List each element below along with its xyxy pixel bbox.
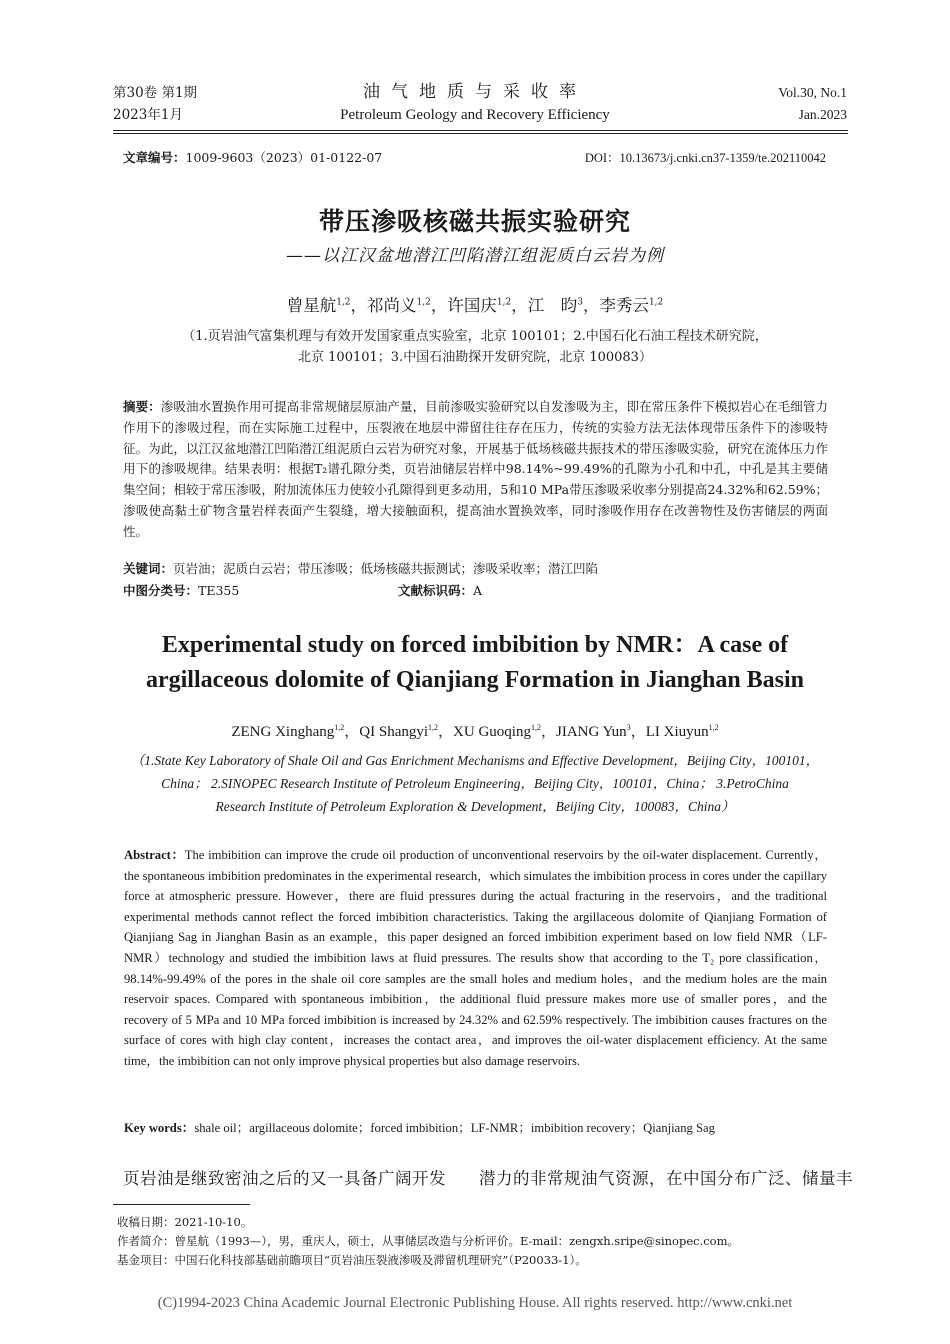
date-label-en: Jan.2023 <box>798 107 847 122</box>
title-cn: 带压渗吸核磁共振实验研究 <box>318 207 631 236</box>
affiliations-en <box>0 749 950 818</box>
author-en: ZENG Xinghang$^{1,2}$， <box>231 723 360 740</box>
author-cn: 祁尚义$^{1,2}$， <box>367 296 448 315</box>
article-number <box>123 148 382 166</box>
keywords-cn-label: 关键词： <box>123 561 174 576</box>
body-text-right: 潜力的非常规油气资源，在中国分布广泛、储量丰 <box>479 1169 853 1188</box>
title-en <box>0 628 950 698</box>
classification-value: TE355 <box>198 583 240 598</box>
affiliation-en-line: （1.State Key Laboratory of Shale Oil and Gas Enrichment Mechanisms and Effective Development，Beijing City，100101， <box>130 753 820 768</box>
copyright-notice: (C)1994-2023 China Academic Journal Electronic Publishing House. All rights reserved. http://www.cnki.net <box>157 1295 793 1311</box>
article-number-label: 文章编号： <box>123 150 186 165</box>
abstract-cn <box>123 397 828 543</box>
author-en: XU Guoqing$^{1,2}$， <box>453 723 556 740</box>
author-en: JIANG Yun$^3$， <box>555 723 646 740</box>
document-code-label: 文献标识码： <box>398 583 474 598</box>
affiliation-line: 北京 100101；3.中国石油勘探开发研究院，北京 100083） <box>298 350 652 365</box>
title-en-line: argillaceous dolomite of Qianjiang Formation in Jianghan Basin <box>145 667 805 693</box>
doi[interactable]: DOI：10.13673/j.cnki.cn37-1359/te.202110042 <box>584 151 826 165</box>
article-number-value: 1009-9603（2023）01-0122-07 <box>185 150 383 165</box>
abstract-en <box>124 845 827 1072</box>
document-code-value: A <box>473 583 483 598</box>
authors-cn <box>0 292 950 316</box>
author-cn: 李秀云$^{1,2}$ <box>599 296 664 315</box>
author-cn: 曾星航$^{1,2}$， <box>286 296 368 315</box>
author-en: LI Xiuyun$^{1,2}$ <box>645 723 719 740</box>
affiliation-en-line: China； 2.SINOPEC Research Institute of Petroleum Engineering，Beijing City，100101，China； 3.PetroChina <box>161 776 789 791</box>
keywords-en-text: shale oil；argillaceous dolomite；forced imbibition；LF-NMR；imbibition recovery；Qianjiang Sag <box>194 1121 715 1135</box>
body-text-left: 页岩油是继致密油之后的又一具备广阔开发 <box>123 1169 446 1188</box>
footnote-rule <box>113 1204 250 1205</box>
header-rule <box>113 130 848 131</box>
footnote-funding: 基金项目：中国石化科技部基础前瞻项目“页岩油压裂液渗吸及滞留机理研究”（P20033-1）。 <box>117 1253 587 1267</box>
affiliations-cn <box>0 326 950 368</box>
footnote-author-bio: 作者简介：曾星航（1993—），男，重庆人，硕士，从事储层改造与分析评价。E-mail：zengxh.sripe@sinopec.com。 <box>117 1234 739 1248</box>
title-en-line: Experimental study on forced imbibition by NMR：A case of <box>161 632 789 658</box>
keywords-en-label: Key words： <box>124 1121 195 1135</box>
affiliation-line: （1.页岩油气富集机理与有效开发国家重点实验室，北京 100101；2.中国石化石油工程技术研究院， <box>182 329 768 344</box>
subtitle-cn: ——以江汉盆地潜江凹陷潜江组泥质白云岩为例 <box>286 246 664 266</box>
date-label-cn: 2023年1月 <box>113 107 183 123</box>
abstract-cn-label: 摘要： <box>123 399 161 414</box>
document-code-cn <box>398 581 482 599</box>
authors-en <box>0 720 950 741</box>
journal-name-cn: 油气地质与采收率 <box>363 82 587 102</box>
body-text-first-line <box>123 1165 853 1189</box>
abstract-en-text: The imbibition can improve the crude oil production of unconventional reservoirs by the oil-water displacement. Currently，the spontaneous imbibition predominates in the experimental research，which simulates the imbibition process in cores under the capillary force at atmospheric pressure. However，there are fluid pressures during the actual fracturing in the reservoirs，and the traditional experimental methods cannot reflect the forced imbibition characteristics. Taking the argillaceous dolomite of Qianjiang Formation of Qianjiang Sag in Jianghan Basin as an example，this paper designed an forced imbibition experiment based on low field NMR（LF-NMR）technology and studied the imbibition laws at fluid pressures. The results show that according to the T₂ pore classification，98.14%-99.49% of the pores in the shale oil core samples are the small holes and medium holes，and the medium holes are the main reservoir spaces. Compared with spontaneous imbibition，the additional fluid pressure makes more use of smaller pores，and the recovery of 5 MPa and 10 MPa forced imbibition is increased by 24.32% and 62.59% respectively. The imbibition causes fractures on the surface of cores with high clay content，increases the contact area，and improves the oil-water displacement efficiency. At the same time，the imbibition can not only improve physical properties but also damage reservoirs. <box>124 848 827 1068</box>
classification-cn <box>123 581 239 599</box>
abstract-cn-text: 渗吸油水置换作用可提高非常规储层原油产量，目前渗吸实验研究以自发渗吸为主，即在常压条件下模拟岩心在毛细管力作用下的渗吸过程，而在实际施工过程中，压裂液在地层中滞留往往存在压力，传统的实验方法无法体现带压条件下的渗吸特征。为此，以江汉盆地潜江凹陷潜江组泥质白云岩为研究对象，开展基于低场核磁共振技术的带压渗吸实验，研究在流体压力作用下的渗吸规律。结果表明：根据T₂谱孔隙分类，页岩油储层岩样中98.14%~99.49%的孔隙为小孔和中孔，中孔是其主要储集空间；相较于常压渗吸，附加流体压力使较小孔隙得到更多动用，5和10 MPa带压渗吸采收率分别提高24.32%和62.59%；渗吸使高黏土矿物含量岩样表面产生裂缝，增大接触面积，提高油水置换效率，同时渗吸作用存在改善物性及伤害储层的两面性。 <box>123 399 828 539</box>
author-cn: 江 昀$^3$， <box>527 296 600 315</box>
author-cn: 许国庆$^{1,2}$， <box>447 296 528 315</box>
issue-label-cn: 第30卷 第1期 <box>113 85 198 101</box>
volume-label-en: Vol.30, No.1 <box>778 85 847 100</box>
classification-label: 中图分类号： <box>123 583 199 598</box>
affiliation-en-line: Research Institute of Petroleum Exploration & Development，Beijing City，100083，China） <box>215 799 735 814</box>
header-rule-thin <box>113 133 848 134</box>
keywords-en <box>124 1117 827 1136</box>
keywords-cn <box>123 559 828 579</box>
abstract-en-label: Abstract： <box>124 848 185 862</box>
footnotes <box>117 1213 739 1270</box>
issue-info-en <box>778 82 847 126</box>
journal-name-en: Petroleum Geology and Recovery Efficiency <box>340 107 610 123</box>
keywords-cn-text: 页岩油；泥质白云岩；带压渗吸；低场核磁共振测试；渗吸采收率；潜江凹陷 <box>173 561 599 576</box>
author-en: QI Shangyi$^{1,2}$， <box>359 723 454 740</box>
footnote-received: 收稿日期：2021-10-10。 <box>117 1215 253 1229</box>
